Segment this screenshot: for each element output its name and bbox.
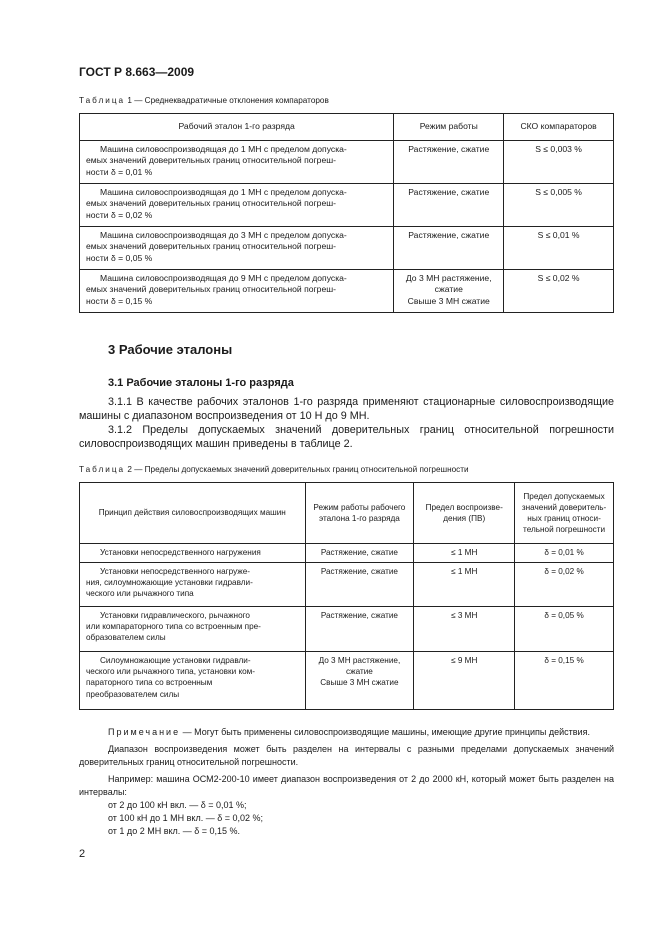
cell-text: Установки непосредственного нагруже- — [100, 567, 251, 576]
cell-text: Машина силовоспроизводящая до 1 МН с пределом допуска- — [100, 187, 347, 197]
cell-text: Установки непосредственного нагружения — [100, 548, 261, 557]
table-cell — [305, 652, 414, 710]
table-cell: ≤ 1 МН — [414, 544, 515, 563]
note-prefix: Примечание — [108, 727, 181, 737]
paragraph-3-1-2: 3.1.2 Пределы допускаемых значений доверительных границ относительной погрешности силовоспроизводящих машин приведены в таблице 2. — [79, 424, 614, 450]
cell-text: ния, силоумножающие установки гидравли- — [86, 578, 253, 588]
table-cell: S ≤ 0,003 % — [504, 141, 614, 184]
table-row — [80, 563, 614, 607]
cell-text: Машина силовоспроизводящая до 1 МН с пределом допуска- — [100, 144, 347, 154]
cell-text: или компараторного типа со встроенным пре- — [86, 622, 261, 632]
table2-header-cell: Принцип действия силовоспроизводящих машин — [80, 483, 306, 544]
table1-header-row — [80, 114, 614, 141]
table-cell — [80, 227, 394, 270]
table-cell: Растяжение, сжатие — [305, 563, 414, 607]
table-cell — [80, 607, 306, 652]
table-cell — [394, 270, 504, 313]
table-cell: S ≤ 0,005 % — [504, 184, 614, 227]
table2-caption — [79, 465, 469, 474]
table-row — [80, 184, 614, 227]
cell-text: Силоумножающие установки гидравли- — [100, 656, 251, 665]
table2-caption-text: 2 — Пределы допускаемых значений доверительных границ относительной погрешности — [125, 465, 469, 474]
table-cell: Растяжение, сжатие — [305, 607, 414, 652]
cell-text: До 3 МН растяжение, — [405, 273, 492, 283]
table-row — [80, 270, 614, 313]
cell-text: Машина силовоспроизводящая до 3 МН с пределом допуска- — [100, 230, 347, 240]
note-paragraph: Например: машина ОСМ2-200-10 имеет диапазон воспроизведения от 2 до 2000 кН, который может быть разделен на интервалы: — [79, 774, 614, 797]
cell-text: ческого или рычажного типа, установки ком- — [86, 667, 256, 677]
table-cell — [80, 270, 394, 313]
table1-header-cell: Рабочий эталон 1-го разряда — [80, 114, 394, 141]
cell-text: Свыше 3 МН сжатие — [320, 678, 399, 688]
cell-text: Свыше 3 МН сжатие — [407, 295, 490, 306]
table-cell: S ≤ 0,02 % — [504, 270, 614, 313]
table1-header-cell: СКО компараторов — [504, 114, 614, 141]
cell-text: ности δ = 0,05 % — [86, 252, 153, 263]
table2 — [79, 482, 614, 710]
table-cell: δ = 0,15 % — [515, 652, 614, 710]
note-interval: от 2 до 100 кН вкл. — δ = 0,01 %; — [108, 800, 247, 810]
cell-text: емых значений доверительных границ относительной погреш- — [86, 241, 336, 252]
cell-text: сжатие — [434, 284, 463, 295]
table1-header-cell: Режим работы — [394, 114, 504, 141]
cell-text: До 3 МН растяжение, — [318, 656, 401, 665]
cell-text: емых значений доверительных границ относительной погреш- — [86, 284, 336, 295]
cell-text: ности δ = 0,01 % — [86, 166, 153, 177]
table1-caption — [79, 96, 329, 105]
table-row — [80, 607, 614, 652]
cell-text: Установки гидравлического, рычажного — [100, 611, 250, 620]
cell-text: ности δ = 0,02 % — [86, 209, 153, 220]
note-paragraph: Диапазон воспроизведения может быть разделен на интервалы с разными пределами допускаемых значений доверительных границ относительной погрешности. — [79, 744, 614, 767]
cell-text: ности δ = 0,15 % — [86, 295, 153, 306]
table2-header-cell: Предел воспроизве-дения (ПВ) — [414, 483, 515, 544]
table-row — [80, 544, 614, 563]
table-note — [79, 726, 614, 838]
note-paragraph — [79, 726, 614, 739]
table-cell — [80, 544, 306, 563]
table2-header-cell: Режим работы рабочего эталона 1-го разряда — [305, 483, 414, 544]
paragraph-3-1-1: 3.1.1 В качестве рабочих эталонов 1-го разряда применяют стационарные силовоспроизводящие машины с диапазоном воспроизведения от 10 Н до 9 МН. — [79, 396, 614, 422]
table-cell — [80, 563, 306, 607]
table2-header-row — [80, 483, 614, 544]
cell-text: Машина силовоспроизводящая до 9 МН с пределом допуска- — [100, 273, 347, 283]
note-interval: от 1 до 2 МН вкл. — δ = 0,15 %. — [108, 826, 241, 836]
table-row — [80, 652, 614, 710]
table-cell: Растяжение, сжатие — [394, 227, 504, 270]
cell-text: образователем силы — [86, 633, 166, 643]
cell-text: емых значений доверительных границ относительной погреш- — [86, 155, 336, 166]
cell-text: ческого или рычажного типа — [86, 589, 194, 599]
note-text: — Могут быть применены силовоспроизводящие машины, имеющие другие принципы действия. — [180, 727, 590, 737]
table-cell — [80, 652, 306, 710]
table-cell: ≤ 1 МН — [414, 563, 515, 607]
table-cell: δ = 0,02 % — [515, 563, 614, 607]
table1-caption-text: 1 — Среднеквадратичные отклонения компараторов — [125, 96, 329, 105]
table-cell — [80, 184, 394, 227]
note-interval: от 100 кН до 1 МН вкл. — δ = 0,02 %; — [108, 813, 264, 823]
table2-caption-prefix: Таблица — [79, 465, 126, 474]
table-cell: Растяжение, сжатие — [305, 544, 414, 563]
table1-caption-prefix: Таблица — [79, 96, 126, 105]
section-heading: 3 Рабочие эталоны — [108, 342, 233, 357]
page-number: 2 — [79, 848, 86, 860]
table-cell — [80, 141, 394, 184]
cell-text: емых значений доверительных границ относительной погреш- — [86, 198, 336, 209]
cell-text: параторного типа со встроенным — [86, 678, 213, 688]
table-cell: S ≤ 0,01 % — [504, 227, 614, 270]
cell-text: преобразователем силы — [86, 689, 180, 699]
table-cell: ≤ 3 МН — [414, 607, 515, 652]
table-cell: Растяжение, сжатие — [394, 184, 504, 227]
table1 — [79, 113, 614, 313]
table-cell: Растяжение, сжатие — [394, 141, 504, 184]
table-cell: δ = 0,01 % — [515, 544, 614, 563]
table2-header-cell: Предел допускаемых значений доверитель-ных границ относи-тельной погрешности — [515, 483, 614, 544]
table-cell: δ = 0,05 % — [515, 607, 614, 652]
table-row — [80, 141, 614, 184]
table-cell: ≤ 9 МН — [414, 652, 515, 710]
subsection-heading: 3.1 Рабочие эталоны 1-го разряда — [108, 377, 294, 389]
document-header: ГОСТ Р 8.663—2009 — [79, 65, 195, 79]
cell-text: сжатие — [345, 667, 373, 677]
table-row — [80, 227, 614, 270]
